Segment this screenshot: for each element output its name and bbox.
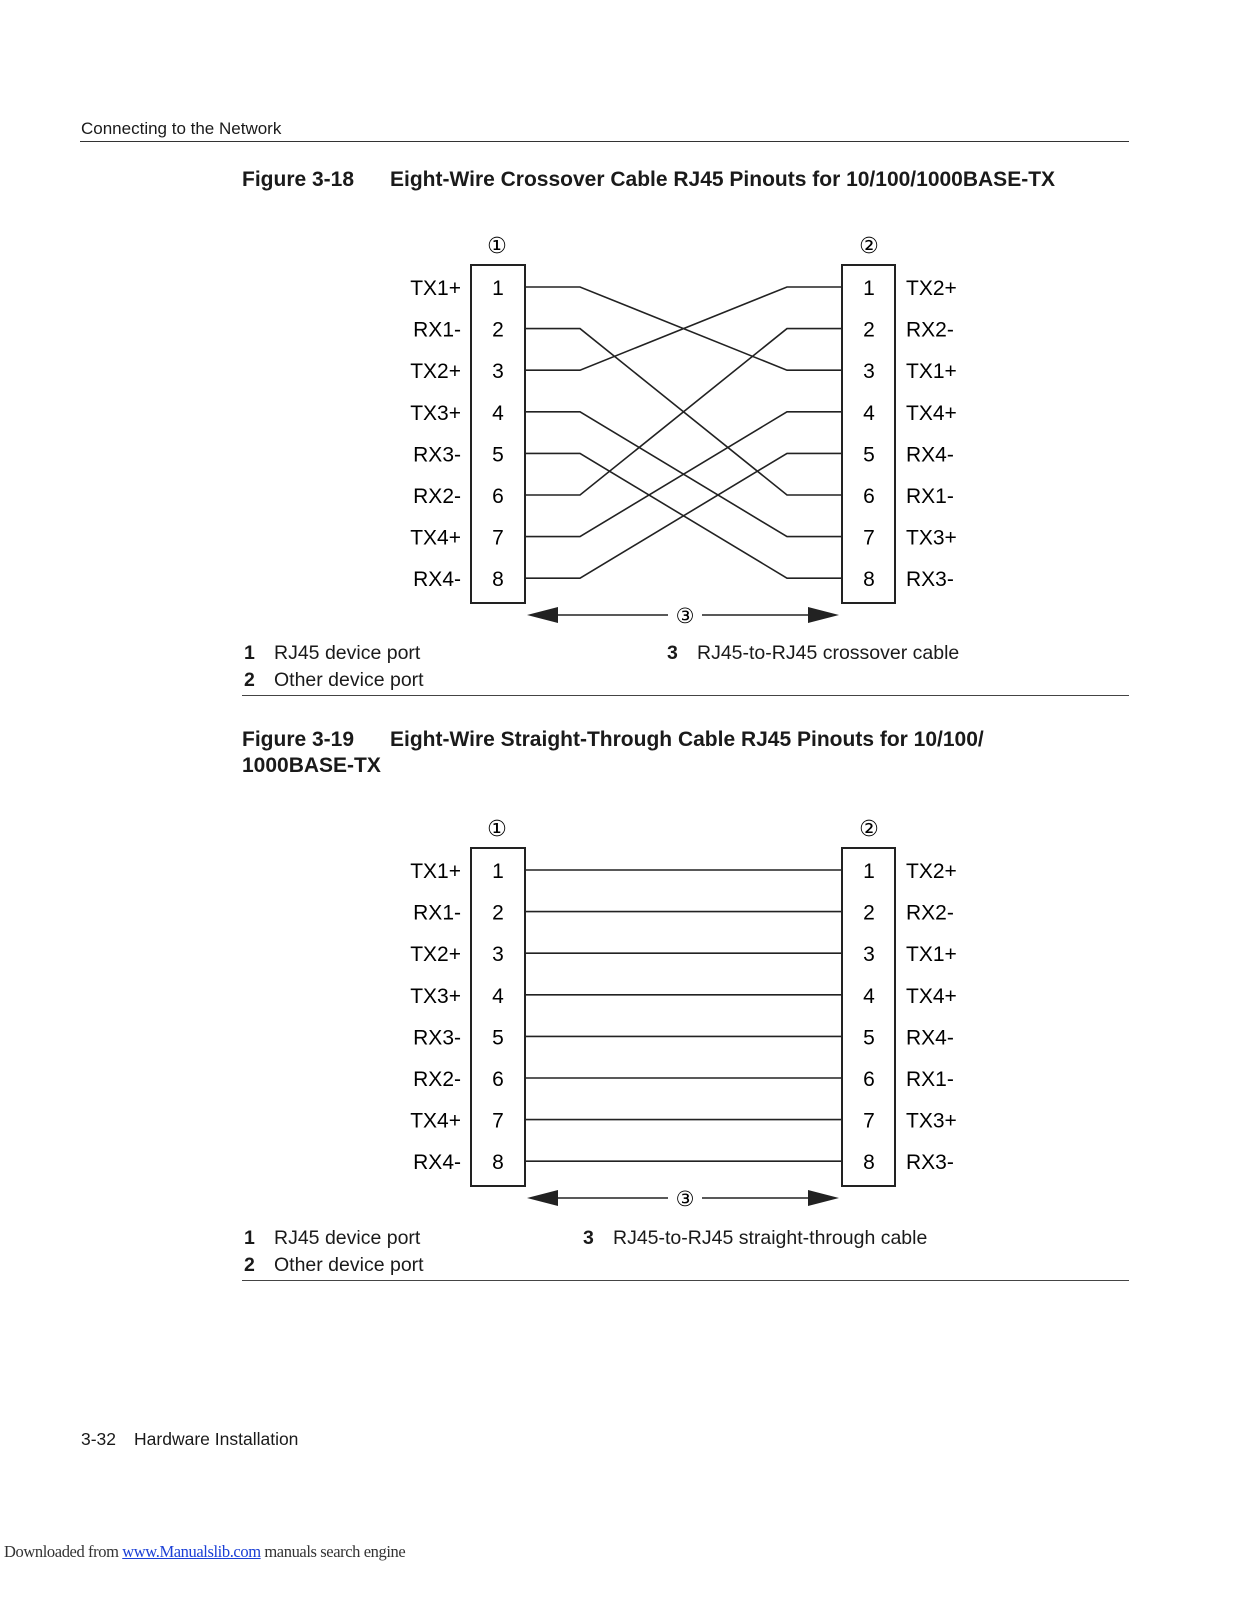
right-pin-number: 4 xyxy=(863,401,875,425)
figure-number: Figure 3-18 xyxy=(242,168,355,191)
left-port-box xyxy=(471,848,525,1186)
right-pin-signal: TX4+ xyxy=(906,984,957,1008)
callout-right-port: ② xyxy=(859,233,879,258)
right-pin-number: 1 xyxy=(863,277,875,300)
left-pin-number: 4 xyxy=(492,401,504,425)
callout-left-port: ① xyxy=(487,233,507,258)
right-pin-number: 7 xyxy=(863,1109,875,1133)
legend-item-2: 2 Other device port xyxy=(244,1254,424,1276)
page-footer xyxy=(81,1429,298,1450)
left-pin-signal: TX1+ xyxy=(410,860,461,883)
right-port-box xyxy=(842,265,895,603)
figure-3-18-bottom-rule xyxy=(242,695,1129,696)
left-pin-number: 1 xyxy=(492,860,504,883)
footer-doc-title: Hardware Installation xyxy=(134,1429,299,1449)
legend-item-3: 3 RJ45-to-RJ45 crossover cable xyxy=(667,642,960,664)
left-pin-number: 7 xyxy=(492,1109,504,1133)
cable-arrowhead-left xyxy=(527,1190,558,1206)
right-pin-number: 1 xyxy=(863,860,875,883)
left-pin-number: 7 xyxy=(492,526,504,550)
figure-3-19-title xyxy=(242,727,984,779)
legend-item-3: 3 RJ45-to-RJ45 straight-through cable xyxy=(583,1227,928,1249)
right-pin-number: 8 xyxy=(863,568,875,592)
left-pin-number: 3 xyxy=(492,943,504,967)
right-pin-signal: TX2+ xyxy=(906,277,957,300)
right-pin-number: 3 xyxy=(863,943,875,967)
right-pin-signal: RX4- xyxy=(906,443,954,467)
figure-caption-line-2: 1000BASE-TX xyxy=(242,754,381,777)
figure-caption-line-1: Eight-Wire Straight-Through Cable RJ45 Pinouts for 10/100/ xyxy=(390,728,984,751)
callout-left-port: ① xyxy=(487,816,507,841)
right-pin-signal: RX3- xyxy=(906,568,954,592)
left-pin-signal: TX4+ xyxy=(410,526,461,550)
running-header: Connecting to the Network xyxy=(81,119,282,138)
left-pin-number: 6 xyxy=(492,485,504,508)
left-pin-signal: RX3- xyxy=(413,443,461,467)
figure-3-18-legend-right xyxy=(667,640,959,667)
cable-arrowhead-left xyxy=(527,607,558,623)
right-pin-signal: RX2- xyxy=(906,901,954,925)
cable-arrowhead-right xyxy=(808,607,839,623)
cable-arrowhead-right xyxy=(808,1190,839,1206)
right-pin-signal: RX2- xyxy=(906,318,954,342)
left-pin-number: 8 xyxy=(492,1151,504,1175)
left-pin-signal: RX4- xyxy=(413,568,461,592)
right-pin-signal: RX4- xyxy=(906,1026,954,1050)
right-pin-number: 6 xyxy=(863,485,875,508)
manualslib-link[interactable]: www.Manualslib.com xyxy=(122,1542,261,1561)
callout-right-port: ② xyxy=(859,816,879,841)
left-pin-signal: RX3- xyxy=(413,1026,461,1050)
right-pin-signal: RX1- xyxy=(906,1068,954,1091)
legend-item-1: 1 RJ45 device port xyxy=(244,1227,421,1249)
left-pin-signal: RX1- xyxy=(413,318,461,342)
figure-3-19-legend-left xyxy=(244,1225,424,1279)
header-rule xyxy=(80,141,1129,142)
right-pin-number: 2 xyxy=(863,318,875,342)
left-pin-number: 8 xyxy=(492,568,504,592)
left-pin-number: 5 xyxy=(492,443,504,467)
left-pin-number: 2 xyxy=(492,318,504,342)
right-pin-number: 3 xyxy=(863,360,875,384)
right-pin-number: 4 xyxy=(863,984,875,1008)
right-pin-signal: TX4+ xyxy=(906,401,957,425)
left-port-box xyxy=(471,265,525,603)
figure-3-19-legend-right xyxy=(583,1225,927,1252)
right-pin-number: 5 xyxy=(863,1026,875,1050)
crossover-pinout-diagram xyxy=(380,225,1000,635)
left-pin-signal: RX2- xyxy=(413,1068,461,1091)
left-pin-signal: RX1- xyxy=(413,901,461,925)
right-port-box xyxy=(842,848,895,1186)
left-pin-number: 1 xyxy=(492,277,504,300)
page-number: 3-32 xyxy=(81,1429,117,1449)
right-pin-signal: RX1- xyxy=(906,485,954,508)
right-pin-signal: TX3+ xyxy=(906,1109,957,1133)
right-pin-number: 2 xyxy=(863,901,875,925)
figure-3-19-bottom-rule xyxy=(242,1280,1129,1281)
left-pin-number: 6 xyxy=(492,1068,504,1091)
left-pin-number: 2 xyxy=(492,901,504,925)
right-pin-number: 7 xyxy=(863,526,875,550)
left-pin-signal: TX2+ xyxy=(410,360,461,384)
right-pin-number: 6 xyxy=(863,1068,875,1091)
left-pin-signal: RX2- xyxy=(413,485,461,508)
wire xyxy=(525,453,842,578)
right-pin-signal: TX3+ xyxy=(906,526,957,550)
right-pin-signal: RX3- xyxy=(906,1151,954,1175)
left-pin-signal: TX1+ xyxy=(410,277,461,300)
figure-3-18-title xyxy=(242,167,1055,193)
left-pin-signal: TX4+ xyxy=(410,1109,461,1133)
figure-number: Figure 3-19 xyxy=(242,728,355,751)
wire xyxy=(525,412,842,537)
right-pin-signal: TX1+ xyxy=(906,943,957,967)
left-pin-number: 5 xyxy=(492,1026,504,1050)
callout-cable: ③ xyxy=(675,605,695,628)
straight-through-pinout-diagram xyxy=(380,808,1000,1218)
right-pin-number: 5 xyxy=(863,443,875,467)
left-pin-number: 3 xyxy=(492,360,504,384)
left-pin-signal: TX2+ xyxy=(410,943,461,967)
right-pin-signal: TX1+ xyxy=(906,360,957,384)
left-pin-signal: RX4- xyxy=(413,1151,461,1175)
left-pin-number: 4 xyxy=(492,984,504,1008)
callout-cable: ③ xyxy=(675,1188,695,1211)
figure-caption: Eight-Wire Crossover Cable RJ45 Pinouts for 10/100/1000BASE-TX xyxy=(390,168,1056,191)
figure-3-18-legend-left xyxy=(244,640,424,694)
legend-item-1: 1 RJ45 device port xyxy=(244,642,421,664)
download-note: Downloaded from www.Manualslib.com manuals search engine xyxy=(4,1542,406,1561)
right-pin-signal: TX2+ xyxy=(906,860,957,883)
right-pin-number: 8 xyxy=(863,1151,875,1175)
legend-item-2: 2 Other device port xyxy=(244,669,424,691)
left-pin-signal: TX3+ xyxy=(410,401,461,425)
left-pin-signal: TX3+ xyxy=(410,984,461,1008)
